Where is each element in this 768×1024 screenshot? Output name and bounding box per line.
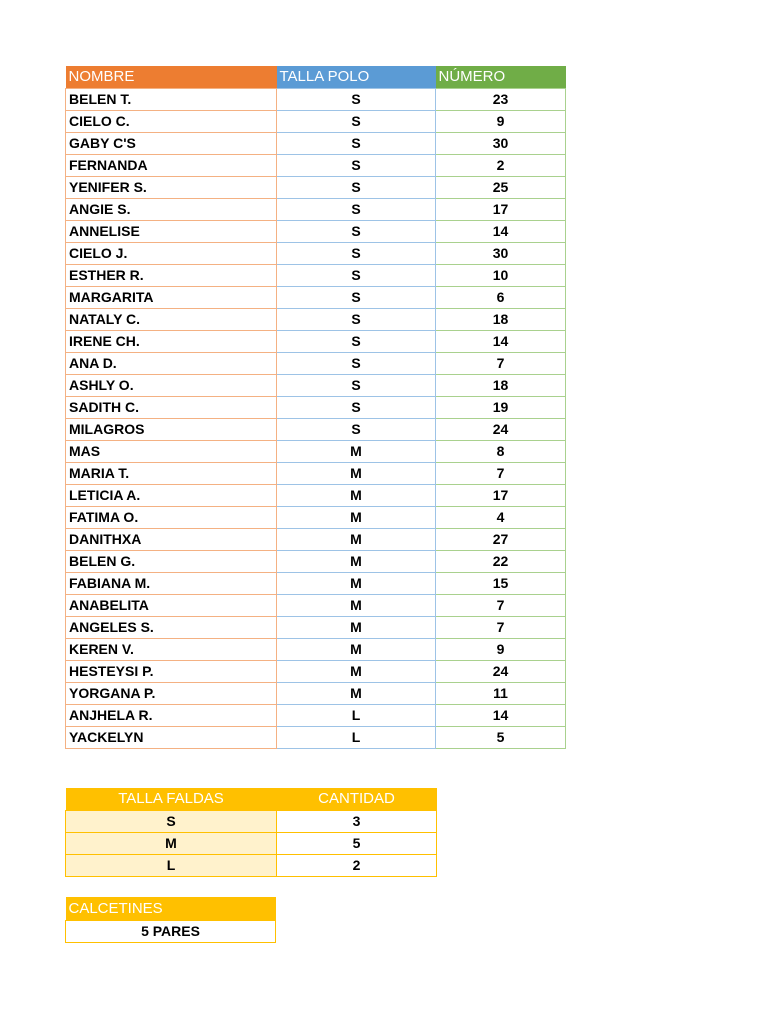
table-row (66, 854, 437, 876)
cell-numero: 6 (436, 286, 566, 308)
table-row (66, 286, 566, 308)
cell-numero: 11 (436, 682, 566, 704)
table-row (66, 198, 566, 220)
cell-nombre: CIELO J. (66, 242, 277, 264)
table-row (66, 154, 566, 176)
cell-numero: 18 (436, 308, 566, 330)
cell-talla-faldas: L (66, 854, 277, 876)
cell-nombre: YACKELYN (66, 726, 277, 748)
cell-nombre: SADITH C. (66, 396, 277, 418)
table-row (66, 330, 566, 352)
table-row (66, 352, 566, 374)
cell-talla-polo: M (277, 528, 436, 550)
cell-talla-polo: S (277, 110, 436, 132)
table-row (66, 484, 566, 506)
table-row (66, 220, 566, 242)
table-row (66, 110, 566, 132)
table-row (66, 572, 566, 594)
table-row (66, 264, 566, 286)
cell-numero: 14 (436, 330, 566, 352)
cell-numero: 17 (436, 484, 566, 506)
cell-numero: 22 (436, 550, 566, 572)
cell-talla-polo: M (277, 638, 436, 660)
socks-value: 5 PARES (66, 920, 276, 942)
cell-numero: 7 (436, 616, 566, 638)
table-row (66, 132, 566, 154)
socks-row (66, 920, 276, 942)
cell-nombre: GABY C'S (66, 132, 277, 154)
cell-talla-polo: M (277, 550, 436, 572)
table-row (66, 440, 566, 462)
cell-numero: 7 (436, 462, 566, 484)
skirts-table (65, 788, 437, 877)
cell-nombre: HESTEYSI P. (66, 660, 277, 682)
cell-nombre: ANA D. (66, 352, 277, 374)
table-row (66, 550, 566, 572)
socks-header-row (66, 897, 276, 920)
table-row (66, 704, 566, 726)
table-row (66, 594, 566, 616)
cell-numero: 23 (436, 88, 566, 110)
cell-cantidad: 3 (277, 810, 437, 832)
cell-numero: 9 (436, 110, 566, 132)
roster-header-row (66, 66, 566, 88)
cell-nombre: ASHLY O. (66, 374, 277, 396)
cell-numero: 19 (436, 396, 566, 418)
cell-numero: 30 (436, 132, 566, 154)
cell-talla-polo: S (277, 88, 436, 110)
cell-talla-polo: S (277, 330, 436, 352)
table-row (66, 242, 566, 264)
cell-numero: 15 (436, 572, 566, 594)
cell-numero: 14 (436, 704, 566, 726)
cell-nombre: LETICIA A. (66, 484, 277, 506)
cell-nombre: DANITHXA (66, 528, 277, 550)
cell-nombre: BELEN T. (66, 88, 277, 110)
cell-cantidad: 5 (277, 832, 437, 854)
cell-talla-polo: M (277, 660, 436, 682)
cell-talla-polo: S (277, 352, 436, 374)
table-row (66, 176, 566, 198)
cell-cantidad: 2 (277, 854, 437, 876)
cell-nombre: BELEN G. (66, 550, 277, 572)
header-nombre: NOMBRE (66, 66, 277, 88)
cell-nombre: MARGARITA (66, 286, 277, 308)
cell-numero: 30 (436, 242, 566, 264)
cell-nombre: ANJHELA R. (66, 704, 277, 726)
cell-talla-polo: S (277, 308, 436, 330)
cell-talla-polo: S (277, 154, 436, 176)
header-calcetines: CALCETINES (66, 897, 276, 920)
cell-nombre: IRENE CH. (66, 330, 277, 352)
cell-numero: 14 (436, 220, 566, 242)
cell-numero: 18 (436, 374, 566, 396)
cell-nombre: FERNANDA (66, 154, 277, 176)
table-row (66, 528, 566, 550)
table-row (66, 660, 566, 682)
cell-numero: 7 (436, 594, 566, 616)
header-cantidad: CANTIDAD (277, 788, 437, 810)
cell-nombre: FABIANA M. (66, 572, 277, 594)
cell-talla-polo: S (277, 132, 436, 154)
cell-talla-polo: S (277, 198, 436, 220)
table-row (66, 88, 566, 110)
table-row (66, 506, 566, 528)
cell-talla-polo: S (277, 286, 436, 308)
cell-talla-polo: M (277, 506, 436, 528)
cell-nombre: CIELO C. (66, 110, 277, 132)
table-row (66, 616, 566, 638)
cell-nombre: MARIA T. (66, 462, 277, 484)
cell-talla-polo: S (277, 242, 436, 264)
cell-numero: 8 (436, 440, 566, 462)
cell-numero: 27 (436, 528, 566, 550)
cell-numero: 9 (436, 638, 566, 660)
cell-talla-polo: S (277, 176, 436, 198)
cell-nombre: ESTHER R. (66, 264, 277, 286)
cell-nombre: MAS (66, 440, 277, 462)
cell-numero: 10 (436, 264, 566, 286)
skirts-header-row (66, 788, 437, 810)
header-numero: NÚMERO (436, 66, 566, 88)
cell-talla-polo: M (277, 462, 436, 484)
table-row (66, 418, 566, 440)
cell-nombre: YENIFER S. (66, 176, 277, 198)
cell-talla-polo: M (277, 484, 436, 506)
table-row (66, 374, 566, 396)
table-row (66, 396, 566, 418)
table-row (66, 832, 437, 854)
cell-talla-polo: L (277, 726, 436, 748)
cell-talla-polo: M (277, 572, 436, 594)
cell-numero: 24 (436, 660, 566, 682)
cell-nombre: YORGANA P. (66, 682, 277, 704)
cell-numero: 2 (436, 154, 566, 176)
roster-table (65, 66, 566, 749)
cell-talla-polo: S (277, 418, 436, 440)
cell-talla-faldas: M (66, 832, 277, 854)
header-talla-faldas: TALLA FALDAS (66, 788, 277, 810)
cell-nombre: ANGIE S. (66, 198, 277, 220)
cell-talla-polo: M (277, 616, 436, 638)
cell-numero: 25 (436, 176, 566, 198)
table-row (66, 810, 437, 832)
cell-talla-faldas: S (66, 810, 277, 832)
cell-talla-polo: S (277, 264, 436, 286)
cell-nombre: KEREN V. (66, 638, 277, 660)
cell-numero: 7 (436, 352, 566, 374)
table-row (66, 308, 566, 330)
cell-talla-polo: S (277, 396, 436, 418)
cell-nombre: MILAGROS (66, 418, 277, 440)
cell-talla-polo: L (277, 704, 436, 726)
cell-talla-polo: S (277, 220, 436, 242)
cell-numero: 24 (436, 418, 566, 440)
cell-talla-polo: M (277, 682, 436, 704)
table-row (66, 726, 566, 748)
cell-nombre: ANGELES S. (66, 616, 277, 638)
cell-nombre: ANNELISE (66, 220, 277, 242)
cell-numero: 5 (436, 726, 566, 748)
cell-talla-polo: M (277, 440, 436, 462)
table-row (66, 638, 566, 660)
cell-talla-polo: S (277, 374, 436, 396)
cell-numero: 17 (436, 198, 566, 220)
table-row (66, 462, 566, 484)
socks-table (65, 897, 276, 943)
table-row (66, 682, 566, 704)
header-talla-polo: TALLA POLO (277, 66, 436, 88)
cell-nombre: NATALY C. (66, 308, 277, 330)
cell-nombre: ANABELITA (66, 594, 277, 616)
cell-numero: 4 (436, 506, 566, 528)
cell-nombre: FATIMA O. (66, 506, 277, 528)
cell-talla-polo: M (277, 594, 436, 616)
